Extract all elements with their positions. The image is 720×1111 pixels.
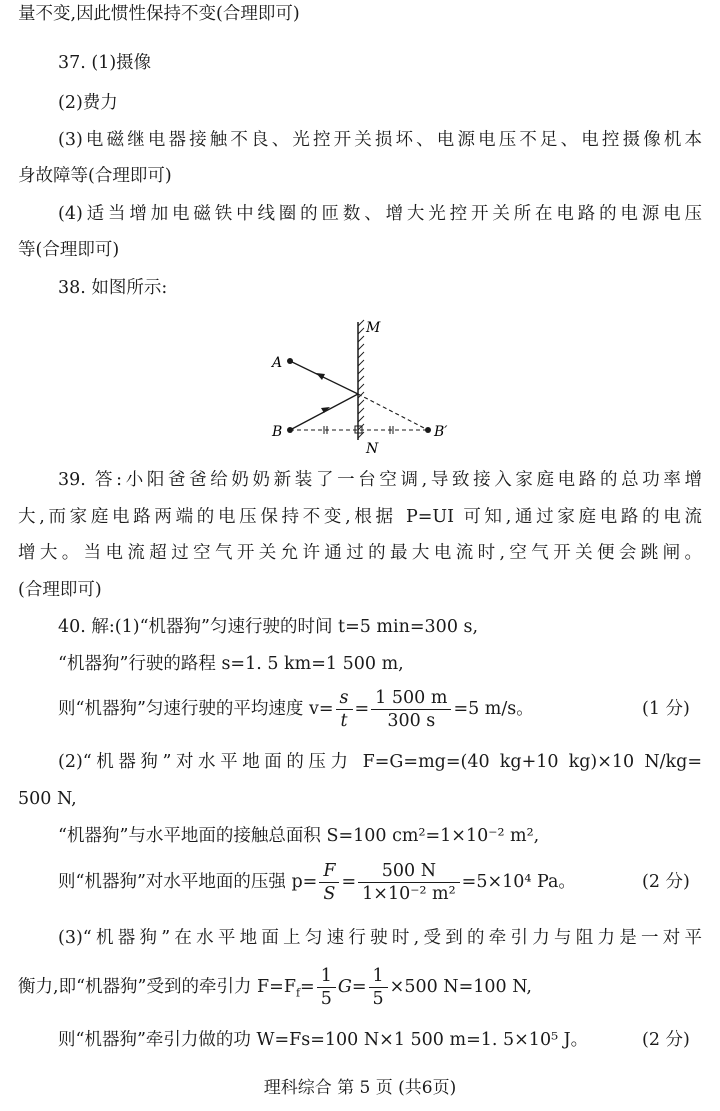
label-m: M bbox=[366, 320, 381, 336]
pressure-prefix: 则“机器狗”对水平地面的压强 p= bbox=[58, 872, 318, 892]
label-n: N bbox=[366, 441, 379, 457]
pressure-result: =5×10⁴ Pa。 bbox=[461, 872, 576, 892]
point-b-prime bbox=[425, 427, 431, 433]
answer-37-3-line2: 身故障等(合理即可) bbox=[18, 166, 172, 186]
score-3: (2 分) bbox=[642, 1030, 690, 1050]
fraction-s-over-t: $\frac{s}{t}$ bbox=[336, 687, 353, 732]
answer-40-2a: (2)“机器狗”对水平地面的压力 F=G=mg=(40 kg+10 kg)×10 N/kg= bbox=[58, 752, 702, 772]
answer-40-2c: “机器狗”与水平地面的接触总面积 S=100 cm²=1×10⁻² m², bbox=[58, 826, 540, 846]
point-b bbox=[287, 427, 293, 433]
page-footer: 理科综合 第 5 页 (共6页) bbox=[263, 1078, 457, 1098]
speed-result: =5 m/s。 bbox=[453, 699, 534, 719]
label-b-prime: B′ bbox=[434, 424, 448, 440]
subscript-f: f bbox=[295, 986, 301, 1000]
reflected-arrow bbox=[316, 373, 325, 380]
answer-40-2d: 则“机器狗”对水平地面的压强 p= $\frac{F}{S}$ = $\frac{500 N}{\text{1×10⁻² m²}}$ =5×10⁴ Pa。 bbox=[58, 861, 576, 904]
answer-40-1c: 则“机器狗”匀速行驶的平均速度 v= $\frac{s}{t}$ = $\frac{1 500 m}{300 s}$ =5 m/s。 bbox=[58, 688, 534, 731]
answer-39-line2: 大,而家庭电路两端的电压保持不变,根据 P=UI 可知,通过家庭电路的电流 bbox=[18, 507, 702, 527]
answer-37-4 bbox=[18, 202, 702, 226]
score-2: (2 分) bbox=[642, 872, 690, 892]
answer-37-2: (2)费力 bbox=[58, 93, 118, 113]
point-a bbox=[287, 358, 293, 364]
answer-39-line3: 增大。当电流超过空气开关允许通过的最大电流时,空气开关便会跳闸。 bbox=[18, 543, 702, 563]
speed-prefix: 则“机器狗”匀速行驶的平均速度 v= bbox=[58, 699, 334, 719]
text-line: 量不变,因此惯性保持不变(合理即可) bbox=[18, 4, 300, 24]
answer-39-line1: 39. 答:小阳爸爸给奶奶新装了一台空调,导致接入家庭电路的总功率增 bbox=[58, 470, 702, 490]
fraction-pressure-values: $\frac{500 N}{\text{1×10⁻² m²}}$ bbox=[358, 860, 460, 905]
answer-39-line4: (合理即可) bbox=[18, 580, 102, 600]
fraction-one-fifth-g: $\frac{1}{5}$ bbox=[317, 965, 336, 1010]
answer-37-3 bbox=[18, 128, 702, 152]
answer-37-4-line2: 等(合理即可) bbox=[18, 240, 120, 260]
mirror-hatching bbox=[358, 320, 364, 438]
answer-40-1a: 40. 解:(1)“机器狗”匀速行驶的时间 t=5 min=300 s, bbox=[58, 617, 479, 637]
fraction-values: $\frac{1 500 m}{300 s}$ bbox=[371, 687, 451, 732]
answer-40-3b: 衡力,即“机器狗”受到的牵引力 $F=F_f=$ $\frac{1}{5}$ G= $\frac{1}{5}$ ×500 N=100 N, bbox=[18, 966, 532, 1009]
fraction-one-fifth: $\frac{1}{5}$ bbox=[369, 965, 388, 1010]
answer-40-1b: “机器狗”行驶的路程 s=1. 5 km=1 500 m, bbox=[58, 654, 404, 674]
answer-37-4-line1: (4)适当增加电磁铁中线圈的匝数、增大光控开关所在电路的电源电压 bbox=[58, 204, 702, 224]
score-1: (1 分) bbox=[642, 699, 690, 719]
traction-result: ×500 N=100 N, bbox=[389, 977, 532, 997]
virtual-ray bbox=[358, 394, 428, 430]
mirror-reflection-diagram bbox=[260, 310, 460, 458]
answer-40-3a: (3)“机器狗”在水平地面上匀速行驶时,受到的牵引力与阻力是一对平 bbox=[58, 928, 702, 948]
label-b: B bbox=[272, 424, 283, 440]
answer-37-3-line1: (3)电磁继电器接触不良、光控开关损坏、电源电压不足、电控摄像机本 bbox=[58, 130, 702, 150]
fraction-f-over-s: $\frac{F}{S}$ bbox=[319, 860, 339, 905]
answer-37-1: 37. (1)摄像 bbox=[58, 53, 152, 73]
traction-prefix: 衡力,即“机器狗”受到的牵引力 F=F bbox=[18, 977, 296, 997]
label-a: A bbox=[272, 355, 283, 371]
answer-40-3c: 则“机器狗”牵引力做的功 W=Fs=100 N×1 500 m=1. 5×10⁵ J。 bbox=[58, 1030, 589, 1050]
answer-40-2b: 500 N, bbox=[18, 789, 77, 809]
answer-38: 38. 如图所示: bbox=[58, 278, 168, 298]
reflected-ray bbox=[290, 361, 358, 394]
